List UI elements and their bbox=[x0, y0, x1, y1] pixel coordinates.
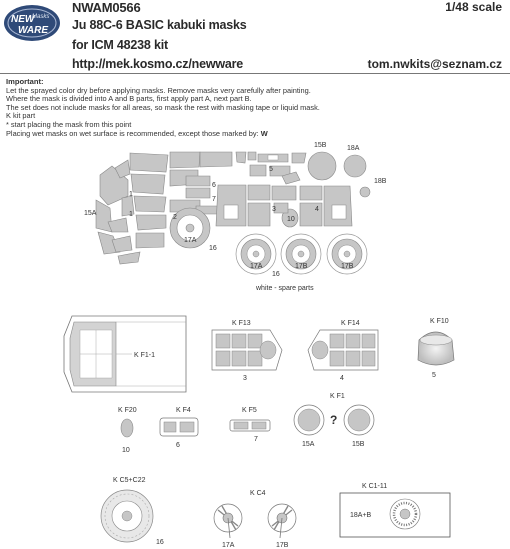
kc4-part-b: 17B bbox=[276, 542, 289, 549]
kit-reference: for ICM 48238 kit bbox=[72, 38, 168, 52]
kf4-part: 6 bbox=[176, 442, 180, 449]
product-title: Ju 88C-6 BASIC kabuki masks bbox=[72, 18, 247, 32]
sheet-label-16: 16 bbox=[209, 245, 217, 252]
kf5-label: K F5 bbox=[242, 407, 257, 414]
kf14-part: 4 bbox=[340, 375, 344, 382]
kc5-part: 16 bbox=[156, 539, 164, 546]
sheet-label-16b: 16 bbox=[272, 271, 280, 278]
svg-text:NEW: NEW bbox=[11, 14, 35, 25]
scale-label: 1/48 scale bbox=[445, 0, 502, 14]
kf1-1-label: K F1-1 bbox=[134, 352, 156, 359]
sheet-label-4: 4 bbox=[315, 206, 319, 213]
sheet-label-17A: 17A bbox=[184, 237, 197, 244]
kc5-label: K C5+C22 bbox=[113, 477, 146, 484]
diagram-kf20 bbox=[118, 407, 137, 454]
sheet-label-18A: 18A bbox=[347, 145, 360, 152]
kf14-label: K F14 bbox=[341, 320, 360, 327]
kf20-part: 10 bbox=[122, 447, 130, 454]
svg-text:Masks: Masks bbox=[32, 14, 50, 20]
spare-parts-note: white - spare parts bbox=[256, 285, 314, 292]
mask-sheet bbox=[84, 142, 387, 292]
sheet-label-5: 5 bbox=[269, 166, 273, 173]
note-line: Let the sprayed color dry before applying masks. Remove masks very carefully after painting. bbox=[6, 85, 311, 95]
note-line: * start placing the mask from this point bbox=[6, 119, 132, 129]
diagram-kf10 bbox=[418, 318, 454, 379]
sheet-label-17B: 17B bbox=[295, 263, 308, 270]
sheet-label-18B: 18B bbox=[374, 178, 387, 185]
sheet-label-7: 7 bbox=[212, 196, 216, 203]
note-line-text: Placing wet masks on wet surface is recommended, except those marked by: bbox=[6, 128, 259, 138]
kf5-part: 7 bbox=[254, 436, 258, 443]
kf1-part-a: 15A bbox=[302, 441, 315, 448]
sheet-label-6: 6 bbox=[212, 182, 216, 189]
diagram-kf5 bbox=[230, 407, 270, 443]
sheet-label-17B-spare: 17B bbox=[341, 263, 354, 270]
kf13-part: 3 bbox=[243, 375, 247, 382]
kf1-part-b: 15B bbox=[352, 441, 365, 448]
product-code: NWAM0566 bbox=[72, 0, 141, 15]
kf1-question: ? bbox=[330, 413, 338, 427]
kf4-label: K F4 bbox=[176, 407, 191, 414]
sheet-label-17A-spare: 17A bbox=[250, 263, 263, 270]
svg-text:WARE: WARE bbox=[18, 25, 48, 36]
sheet-label-15A: 15A bbox=[84, 210, 97, 217]
kc4-part-a: 17A bbox=[222, 542, 235, 549]
sheet-label-2: 2 bbox=[173, 214, 177, 221]
notes-heading: Important: bbox=[6, 77, 44, 86]
sheet-label-10: 10 bbox=[287, 216, 295, 223]
diagram-kf13 bbox=[212, 320, 282, 382]
note-line: The set does not include masks for all areas, so mask the rest with masking tape or liquid mask. bbox=[6, 102, 320, 112]
kf13-label: K F13 bbox=[232, 320, 251, 327]
diagram-kf1-1 bbox=[64, 316, 186, 392]
kc1-11-part: 18A+B bbox=[350, 512, 372, 519]
kf1-label: K F1 bbox=[330, 393, 345, 400]
sheet-label-3: 3 bbox=[272, 206, 276, 213]
diagram-kc1-11 bbox=[340, 483, 450, 537]
note-line: Where the mask is divided into A and B parts, first apply part A, next part B. bbox=[6, 94, 252, 104]
kf10-part: 5 bbox=[432, 372, 436, 379]
contact-email[interactable]: tom.nwkits@seznam.cz bbox=[367, 57, 502, 71]
diagram-kf4 bbox=[160, 407, 198, 449]
diagram-kf14 bbox=[308, 320, 378, 382]
sheet-label-1: 1 bbox=[129, 191, 133, 198]
note-line: K kit part bbox=[6, 111, 36, 121]
kf10-label: K F10 bbox=[430, 318, 449, 325]
kc4-label: K C4 bbox=[250, 490, 266, 497]
kf20-label: K F20 bbox=[118, 407, 137, 414]
sheet-label-15B: 15B bbox=[314, 142, 327, 149]
diagram-kf1 bbox=[294, 393, 374, 448]
kc1-11-label: K C1-11 bbox=[362, 483, 388, 490]
diagram-kc5-c22 bbox=[101, 477, 164, 546]
wet-mark: W bbox=[260, 128, 268, 138]
sheet-label-1b: 1 bbox=[129, 211, 133, 218]
website-url[interactable]: http://mek.kosmo.cz/newware bbox=[72, 57, 244, 71]
diagram-kc4 bbox=[214, 490, 296, 549]
